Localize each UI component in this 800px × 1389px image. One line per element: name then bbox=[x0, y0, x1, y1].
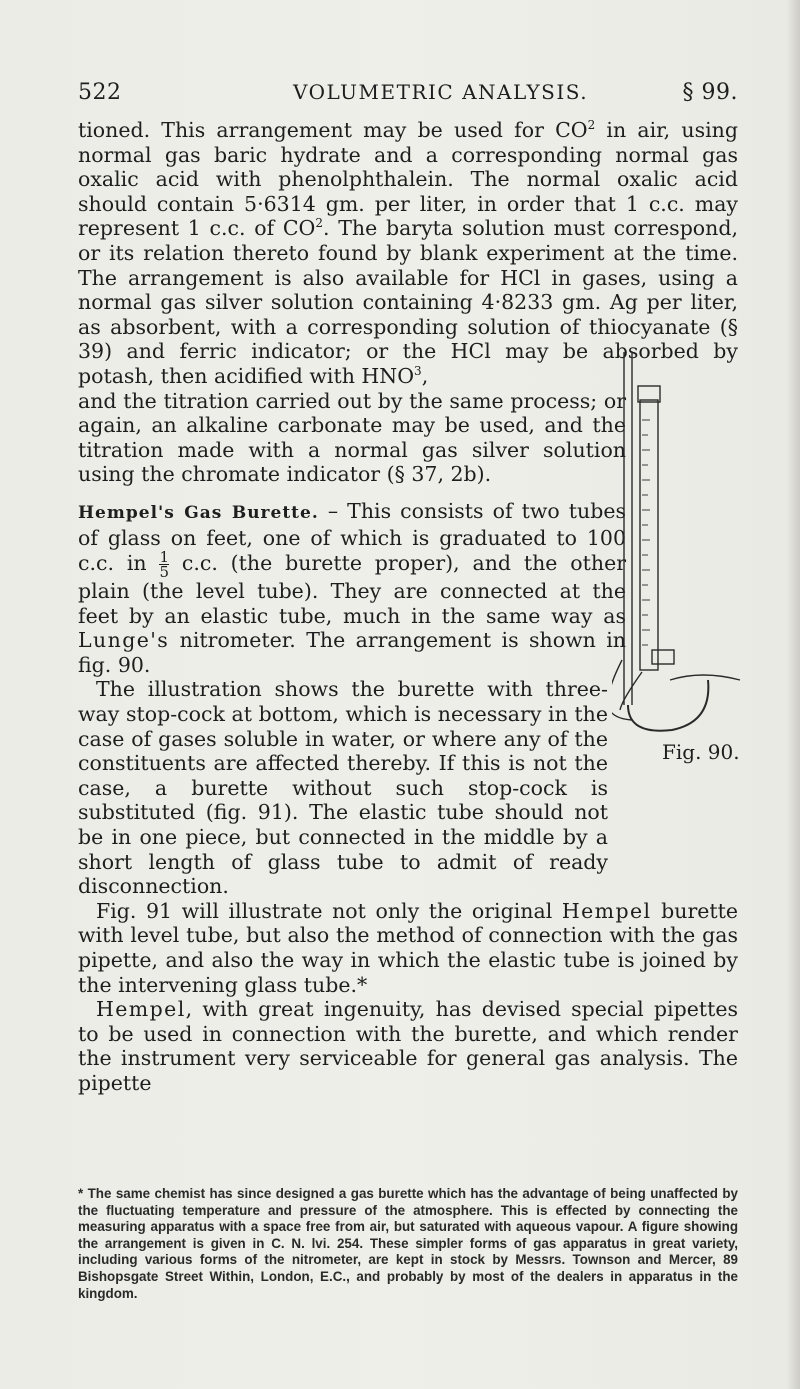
elastic-tube bbox=[628, 680, 708, 731]
footnote: * The same chemist has since designed a gas burette which has the advantage of being unaffected by the fluctuating temperature and pressure of the atmosphere. This is effected by connecting the measuring apparatus with a space free from air, but saturated with aqueous vapour. A figure showing the arrangement is given in C. N. lvi. 254. These simpler forms of gas apparatus in great variety, including various forms of the nitrometer, are kept in stock by Messrs. Townson and Mercer, 89 Bishopsgate Street Within, London, E.C., and probably by most of the dealers in apparatus in the kingdom. bbox=[78, 1186, 738, 1301]
section-number: § 99. bbox=[682, 80, 738, 105]
figure-90-burette-illustration bbox=[612, 350, 744, 740]
graduation-marks bbox=[642, 420, 650, 645]
page-edge-shadow bbox=[786, 0, 800, 1389]
paragraph-illustration: The illustration shows the burette with three-way stop-cock at bottom, which is necessary in the case of gases soluble in water, or where any of the constituents are affected thereby. If this is not the case, a burette without such stop-cock is substituted (fig. 91). The elastic tube should not be in one piece, but connected in the middle by a short length of glass tube to admit of ready disconnection. bbox=[78, 677, 608, 899]
paragraph-titration: and the titration carried out by the same process; or again, an alkaline carbonate may be used, and the titration made with a normal gas silver solution using the chromate indicator (§ 37, 2b). bbox=[78, 388, 626, 487]
burette-foot-right bbox=[670, 675, 740, 680]
name-lunge: Lunge's bbox=[78, 628, 170, 653]
paragraph-fig91: Fig. 91 will illustrate not only the original Hempel burette with level tube, but also the method of connection with the gas pipette, and also the way in which the elastic tube is joined by the intervening glass tube.* bbox=[78, 898, 738, 997]
section-heading: Hempel's Gas Burette. bbox=[78, 502, 319, 523]
burette-tube bbox=[640, 400, 658, 670]
figure-caption: Fig. 90. bbox=[662, 740, 740, 764]
running-header bbox=[78, 80, 738, 110]
burette-foot bbox=[620, 672, 642, 710]
running-title: VOLUMETRIC ANALYSIS. bbox=[293, 80, 589, 104]
paragraph-hempel: Hempel's Gas Burette. – This consists of two tubes of glass on feet, one of which is graduated to 100 c.c. in $\frac{1}{5}$ c.c. (the burette proper), and the other plain (the level tube). They are connected at the feet by an elastic tube, much in the same way as Lunge's nitrometer. The arrangement is shown in fig. 90. bbox=[78, 498, 626, 677]
fraction: $\frac{1}{5}$ bbox=[159, 548, 169, 582]
name-hempel: Hempel bbox=[561, 898, 652, 923]
paragraph-co2: tioned. This arrangement may be used for $CO^2$ in air, using normal gas baric hydrate and a corresponding normal gas oxalic acid with phenolphthalein. The normal oxalic acid should contain 5·6314 gm. per liter, in order that 1 c.c. may represent 1 c.c. of $CO^2$. The baryta solution must correspond, or its relation thereto found by blank experiment at the time. The arrangement is also available for HCl in gases, using a normal gas silver solution containing 4·8233 gm. Ag per liter, as absorbent, with a corresponding solution of thiocyanate (§ 39) and ferric indicator; or the HCl may be absorbed by potash, then acidified with HNO$^3$, bbox=[78, 118, 738, 388]
paragraph-pipettes: Hempel, with great ingenuity, has devised special pipettes to be used in connection with the burette, and which render the instrument very serviceable for general gas analysis. The pipette bbox=[78, 997, 738, 1095]
level-foot bbox=[612, 660, 622, 690]
three-way-stopcock bbox=[652, 650, 674, 664]
page-number: 522 bbox=[78, 80, 122, 105]
name-hempel-2: Hempel bbox=[96, 997, 186, 1022]
